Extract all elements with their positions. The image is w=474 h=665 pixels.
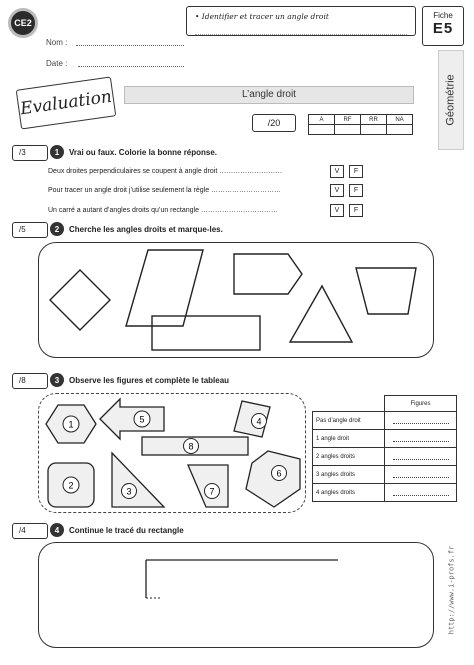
figure-number: 5 [139,414,145,425]
evaluation-stamp-text: Evaluation [18,86,114,120]
figure-7[interactable] [188,465,228,507]
true-box[interactable]: V [330,184,344,197]
figure-2[interactable] [48,463,94,507]
figure-5[interactable] [100,399,164,439]
row-label: 3 angles droits [313,466,385,484]
false-box[interactable]: F [349,204,363,217]
fiche-code: E5 [432,20,454,37]
pentagon-arrow-shape[interactable] [234,254,302,294]
table-row [313,448,457,466]
grade-cell[interactable] [335,125,361,135]
figure-number: 2 [68,480,74,491]
exercise1-score: /3 [12,145,48,161]
grade-label: NA [387,115,413,125]
trapezoid-shape[interactable] [356,268,416,314]
figure-number: 3 [126,486,132,497]
false-box[interactable]: F [349,184,363,197]
diamond-shape[interactable] [50,270,110,330]
exercise3-title: Observe les figures et complète le tableau [69,376,230,385]
false-box[interactable]: F [349,165,363,178]
table-corner [313,396,385,412]
page-title: L’angle droit [124,86,414,104]
objective-text: • Identifier et tracer un angle droit [195,12,329,21]
grade-label: A [309,115,335,125]
figure-3[interactable] [112,453,164,507]
row-label: 4 angles droits [313,484,385,502]
answer-line [393,487,449,496]
true-box[interactable]: V [330,165,344,178]
grade-label: RF [335,115,361,125]
exercise2-figures [38,242,434,358]
table-row [313,430,457,448]
date-field[interactable] [78,59,184,67]
parallelogram-shape[interactable] [126,250,203,326]
subject-tab [438,50,464,150]
exercise2-score: /5 [12,222,48,238]
grade-cell[interactable] [361,125,387,135]
site-url-text: http://www.i-profs.fr [447,545,456,635]
name-field[interactable] [76,38,184,46]
row-label: Pas d’angle droit [313,412,385,430]
exercise4-number: 4 [50,523,64,537]
subject-label: Géométrie [445,74,458,126]
exercise2-number: 2 [50,222,64,236]
row-label: 2 angles droits [313,448,385,466]
answer-cell[interactable] [385,412,457,430]
answer-line [393,433,449,442]
grade-cell[interactable] [387,125,413,135]
answer-line [393,451,449,460]
table-row [313,484,457,502]
answer-line [393,469,449,478]
exercise1-title: Vrai ou faux. Colorie la bonne réponse. [69,148,218,157]
level-badge: CE2 [8,8,38,38]
date-label: Date : [46,59,68,68]
rectangle-shape[interactable] [152,316,260,350]
answer-cell[interactable] [385,466,457,484]
answer-cell[interactable] [385,484,457,502]
site-url [444,520,458,660]
figure-number: 8 [188,441,194,452]
exercise3-score: /8 [12,373,48,389]
rectangle-drawing-area[interactable] [38,542,434,648]
triangle-shape[interactable] [290,286,352,342]
exercise4-score: /4 [12,523,48,539]
figure-number: 1 [68,419,74,430]
figures-table [312,395,457,502]
table-header: Figures [385,396,457,412]
name-label: Nom : [46,38,68,47]
figure-4[interactable] [234,401,270,437]
exercise3-number: 3 [50,373,64,387]
statement-3: Un carré a autant d’angles droits qu’un rectangle …………………………… [48,207,278,214]
grade-label: RR [361,115,387,125]
exercise4-title: Continue le tracé du rectangle [69,526,184,535]
exercise1-number: 1 [50,145,64,159]
row-label: 1 angle droit [313,430,385,448]
true-box[interactable]: V [330,204,344,217]
grade-cell[interactable] [309,125,335,135]
evaluation-stamp [16,77,117,130]
fiche-box [422,6,464,46]
figure-8[interactable] [142,437,248,455]
total-score-box: /20 [252,114,296,132]
grade-table [308,114,413,135]
objective-box [186,6,416,36]
answer-cell[interactable] [385,448,457,466]
figure-6[interactable] [246,451,300,507]
table-row [313,466,457,484]
figure-number: 6 [276,468,282,479]
answer-line [393,415,449,424]
exercise3-figures [38,393,306,513]
answer-cell[interactable] [385,430,457,448]
table-row [313,412,457,430]
objective-underline [195,27,407,35]
statement-1: Deux droites perpendiculaires se coupent à angle droit ……………………… [48,168,283,175]
figure-1[interactable] [46,405,96,443]
exercise2-title: Cherche les angles droits et marque-les. [69,225,223,234]
figure-number: 4 [256,416,262,427]
fiche-label: Fiche [433,11,453,20]
figure-number: 7 [209,486,215,497]
statement-2: Pour tracer un angle droit j’utilise seulement la règle ………………………… [48,187,282,194]
